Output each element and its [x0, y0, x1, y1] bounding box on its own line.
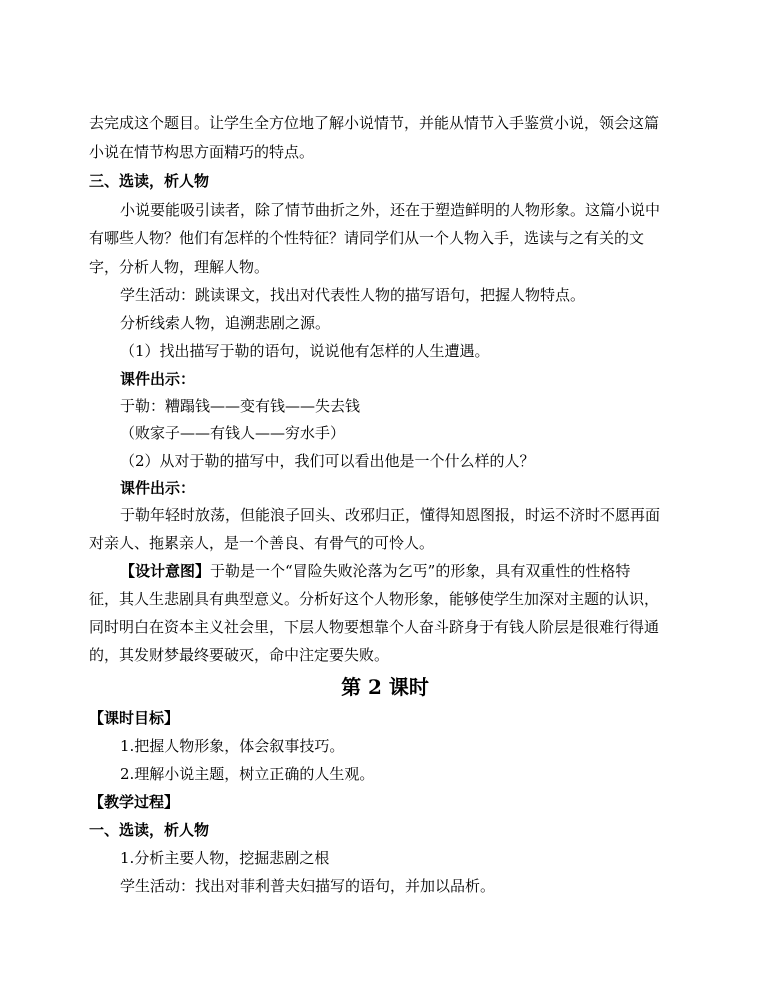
list-item: 1.把握人物形象，体会叙事技巧。 — [120, 737, 345, 755]
design-intent-label: 【设计意图】 — [120, 562, 211, 580]
paragraph-line: 小说在情节构思方面精巧的特点。 — [89, 143, 315, 161]
section-heading: 【教学过程】 — [89, 793, 180, 811]
slide-label: 课件出示： — [120, 370, 196, 388]
paragraph-line: 同时明白在资本主义社会里，下层人物要想靠个人奋斗跻身于有钱人阶层是很难行得通 — [89, 618, 660, 636]
paragraph-line: 对亲人、拖累亲人，是一个善良、有骨气的可怜人。 — [89, 534, 435, 552]
paragraph-line: 小说要能吸引读者，除了情节曲折之外，还在于塑造鲜明的人物形象。这篇小说中 — [120, 201, 661, 219]
design-intent-line — [120, 561, 630, 581]
design-intent-text: 于勒是一个“冒险失败沦落为乞丐”的形象，具有双重性的性格特 — [210, 562, 631, 580]
section-heading: 【课时目标】 — [89, 709, 180, 727]
paragraph-line: 去完成这个题目。让学生全方位地了解小说情节，并能从情节入手鉴赏小说，领会这篇 — [89, 114, 660, 132]
paragraph-line: 字，分析人物，理解人物。 — [89, 258, 270, 276]
paragraph-line: （败家子——有钱人——穷水手） — [120, 424, 346, 442]
paragraph-line: 学生活动：找出对菲利普夫妇描写的语句，并加以品析。 — [120, 877, 496, 895]
lesson-title: 第 2 课时 — [341, 675, 429, 699]
paragraph-line: 有哪些人物？他们有怎样的个性特征？请同学们从一个人物入手，选读与之有关的文 — [89, 229, 645, 247]
paragraph-line: （1）找出描写于勒的语句，说说他有怎样的人生遭遇。 — [120, 342, 490, 360]
paragraph-line: 学生活动：跳读课文，找出对代表性人物的描写语句，把握人物特点。 — [120, 286, 586, 304]
paragraph-line: 分析线索人物，追溯悲剧之源。 — [120, 314, 331, 332]
paragraph-line: （2）从对于勒的描写中，我们可以看出他是一个什么样的人？ — [120, 452, 535, 470]
slide-label: 课件出示： — [120, 479, 196, 497]
paragraph-line: 的，其发财梦最终要破灭，命中注定要失败。 — [89, 646, 390, 664]
paragraph-line: 征，其人生悲剧具有典型意义。分析好这个人物形象，能够使学生加深对主题的认识， — [89, 590, 660, 608]
section-heading: 三、选读，析人物 — [89, 172, 210, 190]
list-item: 2.理解小说主题，树立正确的人生观。 — [120, 765, 375, 783]
paragraph-line: 于勒：糟蹋钱——变有钱——失去钱 — [120, 397, 361, 415]
list-item: 1.分析主要人物，挖掘悲剧之根 — [120, 849, 330, 867]
paragraph-line: 于勒年轻时放荡，但能浪子回头、改邪归正，懂得知恩图报，时运不济时不愿再面 — [120, 506, 661, 524]
section-heading: 一、选读，析人物 — [89, 821, 210, 839]
